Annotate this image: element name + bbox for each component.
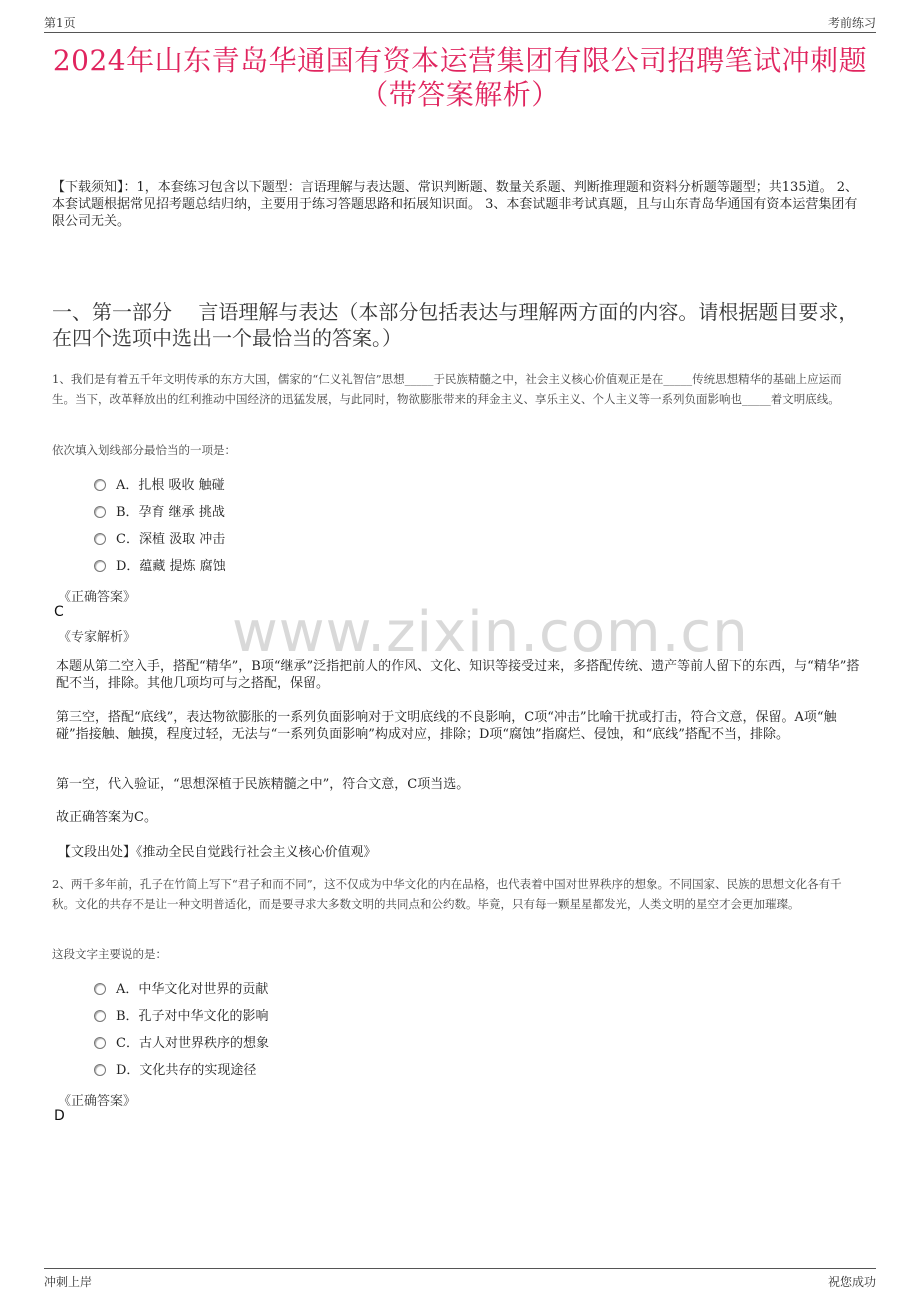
q2-answer-label: 《正确答案》: [58, 1094, 137, 1109]
radio-icon[interactable]: [94, 1064, 106, 1076]
q2-option-d[interactable]: D．文化共存的实现途径: [94, 1062, 256, 1080]
q1-analysis-label: 《专家解析》: [58, 630, 137, 645]
q1-option-a[interactable]: A．扎根 吸收 触碰: [94, 477, 225, 495]
watermark: www.zixin.com.cn: [232, 600, 749, 665]
q1-analysis-paragraph: 故正确答案为C。: [56, 810, 157, 825]
question-2-stem: 这段文字主要说的是：: [52, 947, 167, 961]
radio-icon[interactable]: [94, 1010, 106, 1022]
page-number: 第1页: [44, 16, 76, 30]
download-notice: 【下载须知】：1，本套练习包含以下题型：言语理解与表达题、常识判断题、数量关系题、判断推理题和资料分析题等题型；共135道。 2、本套试题根据常见招考题总结归纳，主要用于练习答题思路和拓展知识面。 3、本套试题非考试真题，且与山东青岛华通国有资本运营集团有限公司无关。: [52, 180, 858, 229]
radio-icon[interactable]: [94, 479, 106, 491]
header-tag: 考前练习: [827, 16, 876, 30]
q1-option-d[interactable]: D．蕴藏 提炼 腐蚀: [94, 558, 226, 576]
radio-icon[interactable]: [94, 983, 106, 995]
section-title: 一、第一部分 言语理解与表达（本部分包括表达与理解两方面的内容。请根据题目要求，在四个选项中选出一个最恰当的答案。）: [52, 300, 859, 350]
radio-icon[interactable]: [94, 1037, 106, 1049]
q1-analysis-paragraph: 第三空，搭配“底线”，表达物欲膨胀的一系列负面影响对于文明底线的不良影响，C项“冲击”比喻干扰或打击，符合文意，保留。A项“触碰”指接触、触摸，程度过轻，无法与“一系列负面影响”构成对应，排除；D项“腐蚀”指腐烂、侵蚀，和“底线”搭配不当，排除。: [56, 710, 837, 742]
q2-option-c[interactable]: C．古人对世界秩序的想象: [94, 1035, 269, 1053]
q1-source: 【文段出处】《推动全民自觉践行社会主义核心价值观》: [58, 845, 377, 860]
q1-option-b[interactable]: B．孕育 继承 挑战: [94, 504, 225, 522]
q1-answer: C: [54, 604, 64, 620]
radio-icon[interactable]: [94, 506, 106, 518]
footer-right: 祝您成功: [827, 1275, 876, 1289]
question-1-text: 1、我们是有着五千年文明传承的东方大国，儒家的“仁义礼智信”思想_____于民族精髓之中，社会主义核心价值观正是在_____传统思想精华的基础上应运而生。当下，改革释放出的红利推动中国经济的迅猛发展，与此同时，物欲膨胀带来的拜金主义、享乐主义、个人主义等一系列负面影响也_____着文明底线。: [52, 372, 842, 406]
radio-icon[interactable]: [94, 560, 106, 572]
page-header: [44, 14, 876, 33]
footer-left: 冲刺上岸: [44, 1275, 93, 1289]
q1-option-c[interactable]: C．深植 汲取 冲击: [94, 531, 225, 549]
q2-answer: D: [54, 1108, 65, 1124]
q2-option-b[interactable]: B．孔子对中华文化的影响: [94, 1008, 269, 1026]
question-1-stem: 依次填入划线部分最恰当的一项是：: [52, 443, 236, 457]
q1-analysis-paragraph: 第一空，代入验证，“思想深植于民族精髓之中”，符合文意，C项当选。: [56, 777, 470, 792]
question-2-text: 2、两千多年前，孔子在竹简上写下“君子和而不同”，这不仅成为中华文化的内在品格，也代表着中国对世界秩序的想象。不同国家、民族的思想文化各有千秋。文化的共存不是让一种文明普适化，而是要寻求大多数文明的共同点和公约数。毕竟，只有每一颗星星都发光，人类文明的星空才会更加璀璨。: [52, 877, 842, 911]
radio-icon[interactable]: [94, 533, 106, 545]
page-footer: [44, 1268, 876, 1289]
document-title: 2024年山东青岛华通国有资本运营集团有限公司招聘笔试冲刺题（带答案解析）: [52, 44, 868, 111]
q2-option-a[interactable]: A．中华文化对世界的贡献: [94, 981, 268, 999]
q1-analysis-paragraph: 本题从第二空入手，搭配“精华”，B项“继承”泛指把前人的作风、文化、知识等接受过来，多搭配传统、遗产等前人留下的东西，与“精华”搭配不当，排除。其他几项均可与之搭配，保留。: [56, 659, 860, 691]
q1-answer-label: 《正确答案》: [58, 590, 137, 605]
